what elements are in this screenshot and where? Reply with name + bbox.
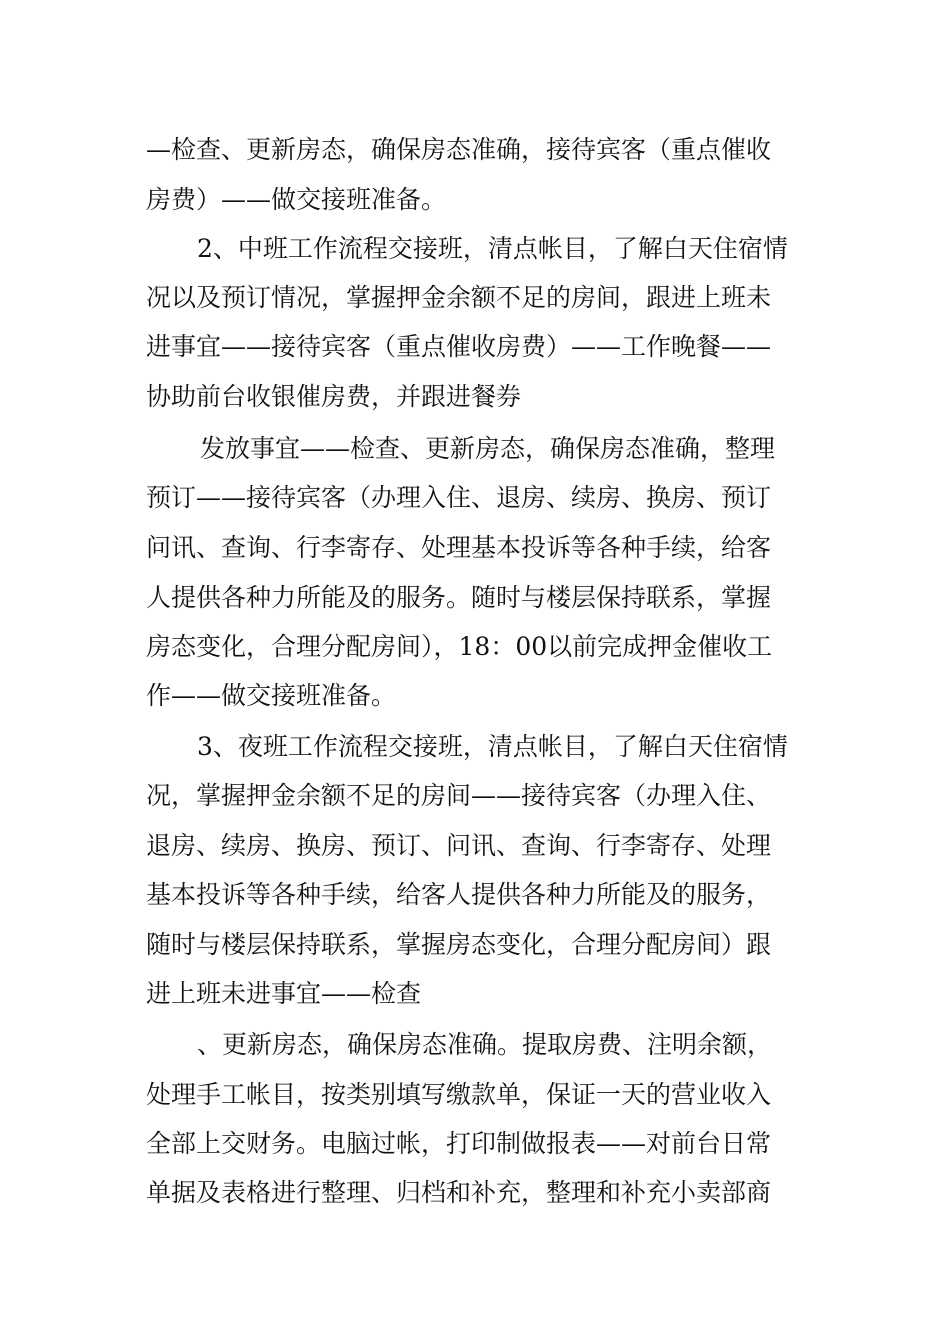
text-line: 协助前台收银催房费，并跟进餐券 bbox=[146, 382, 522, 411]
text-line: 全部上交财务。电脑过帐，打印制做报表——对前台日常 bbox=[146, 1129, 772, 1158]
text-line: 2、中班工作流程交接班，清点帐目，了解白天住宿情 bbox=[197, 234, 788, 263]
text-line: 3、夜班工作流程交接班，清点帐目，了解白天住宿情 bbox=[197, 732, 788, 761]
text-line: 预订——接待宾客（办理入住、退房、续房、换房、预订 bbox=[146, 483, 772, 512]
text-line: 基本投诉等各种手续，给客人提供各种力所能及的服务， bbox=[146, 880, 772, 909]
text-line: 退房、续房、换房、预订、问讯、查询、行李寄存、处理 bbox=[146, 831, 772, 860]
text-line: 人提供各种力所能及的服务。随时与楼层保持联系，掌握 bbox=[146, 583, 772, 612]
text-line: 、更新房态，确保房态准确。提取房费、注明余额， bbox=[197, 1030, 773, 1059]
text-line: 房费）——做交接班准备。 bbox=[146, 185, 447, 214]
text-line: 单据及表格进行整理、归档和补充，整理和补充小卖部商 bbox=[146, 1178, 772, 1207]
text-line: 进事宜——接待宾客（重点催收房费）——工作晚餐—— bbox=[146, 332, 772, 361]
text-line: 房态变化，合理分配房间），18：00以前完成押金催收工 bbox=[146, 632, 773, 661]
text-line: 处理手工帐目，按类别填写缴款单，保证一天的营业收入 bbox=[146, 1080, 772, 1109]
text-line: 发放事宜——检查、更新房态，确保房态准确，整理 bbox=[200, 434, 776, 463]
text-line: 作——做交接班准备。 bbox=[146, 681, 397, 710]
text-line: 随时与楼层保持联系，掌握房态变化，合理分配房间）跟 bbox=[146, 930, 772, 959]
text-line: —检查、更新房态，确保房态准确，接待宾客（重点催收 bbox=[146, 135, 772, 164]
text-line: 问讯、查询、行李寄存、处理基本投诉等各种手续，给客 bbox=[146, 533, 772, 562]
text-line: 况以及预订情况，掌握押金余额不足的房间，跟进上班未 bbox=[146, 283, 772, 312]
text-line: 况，掌握押金余额不足的房间——接待宾客（办理入住、 bbox=[146, 781, 772, 810]
text-line: 进上班未进事宜——检查 bbox=[146, 979, 422, 1008]
